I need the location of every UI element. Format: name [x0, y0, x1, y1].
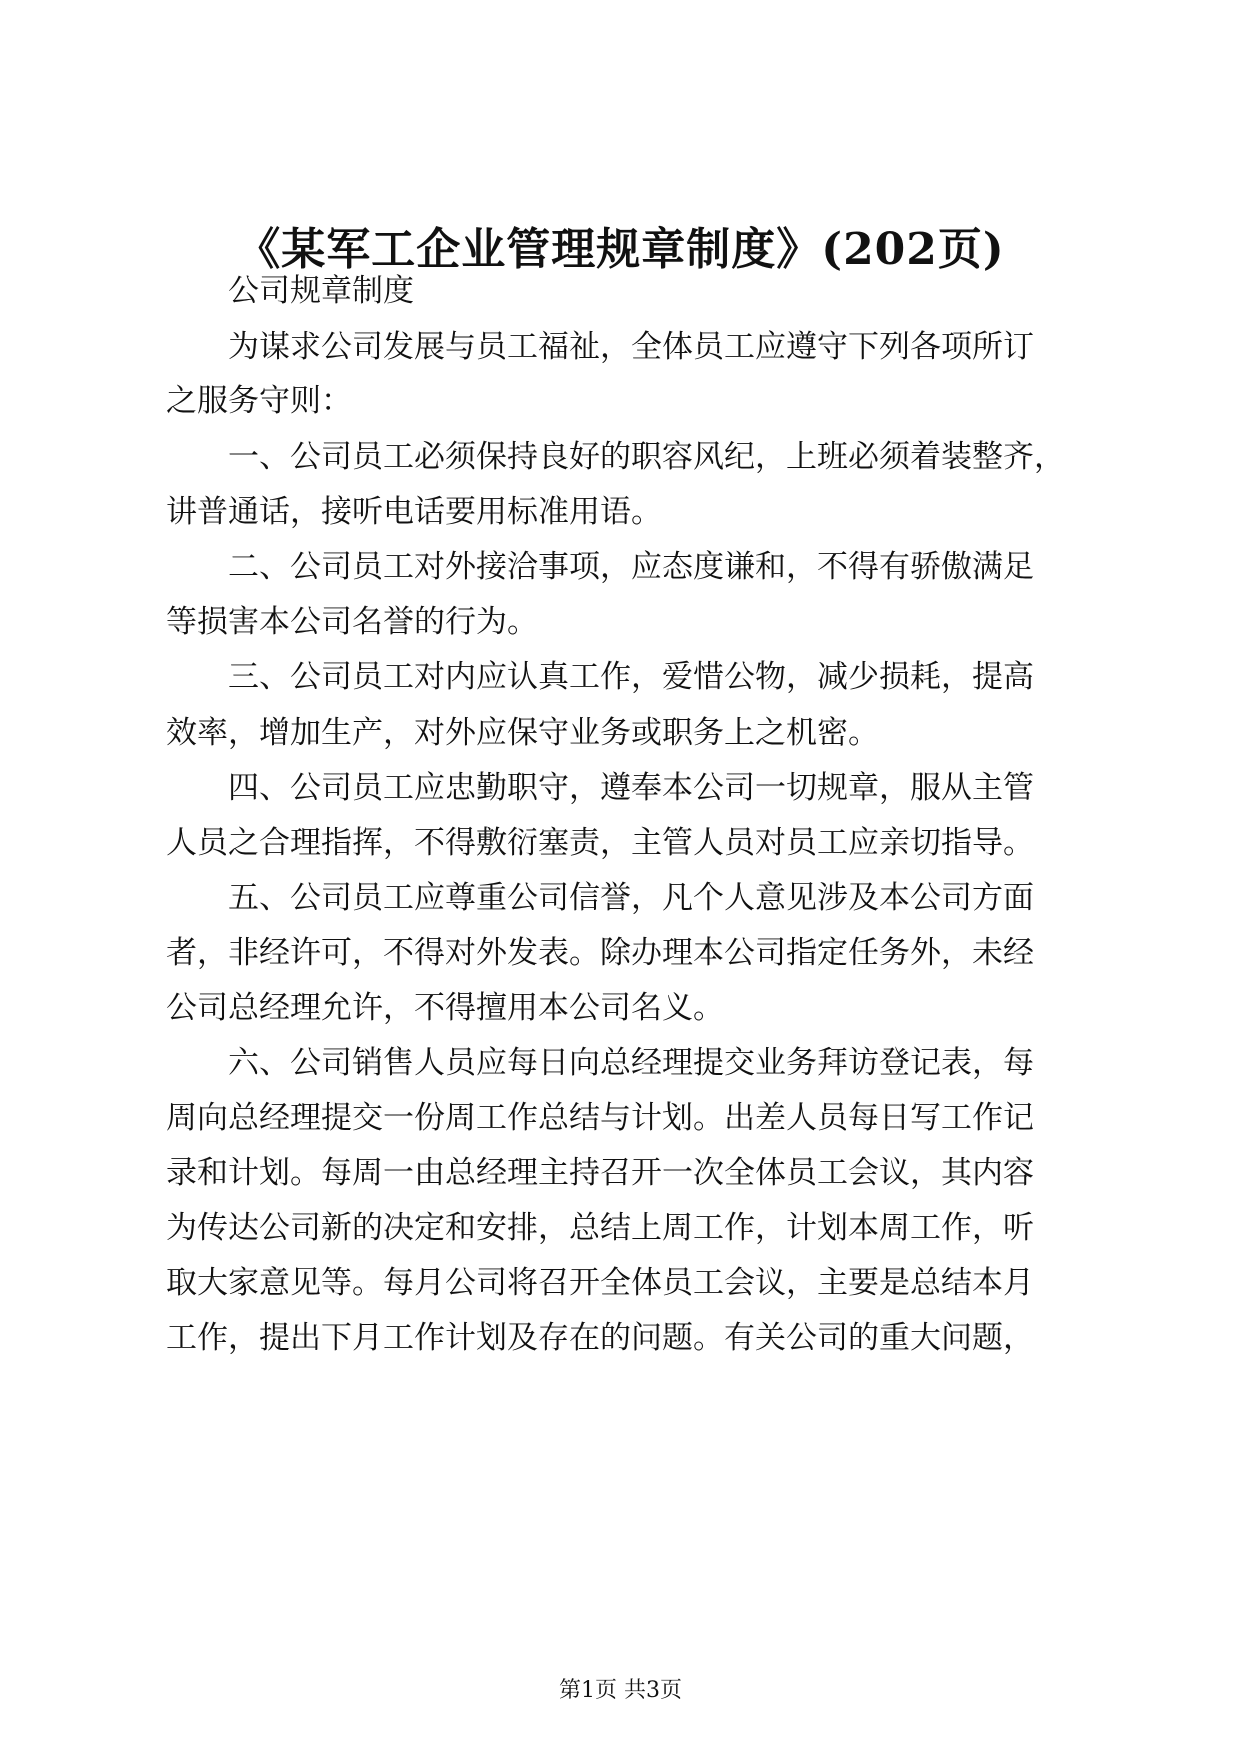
paragraph-line: 效率，增加生产，对外应保守业务或职务上之机密。 [166, 715, 879, 751]
paragraph-line: 为谋求公司发展与员工福祉，全体员工应遵守下列各项所订 [228, 329, 1034, 365]
paragraph-line: 讲普通话，接听电话要用标准用语。 [166, 494, 662, 530]
paragraph-line: 三、公司员工对内应认真工作，爱惜公物，减少损耗，提高 [228, 659, 1034, 695]
paragraph-line: 工作，提出下月工作计划及存在的问题。有关公司的重大问题， [166, 1320, 1034, 1356]
paragraph-line: 五、公司员工应尊重公司信誉，凡个人意见涉及本公司方面 [228, 880, 1034, 916]
paragraph-line: 录和计划。每周一由总经理主持召开一次全体员工会议，其内容 [166, 1155, 1034, 1191]
paragraph-line: 四、公司员工应忠勤职守，遵奉本公司一切规章，服从主管 [228, 770, 1034, 806]
paragraph-line: 一、公司员工必须保持良好的职容风纪，上班必须着装整齐， [228, 439, 1065, 475]
section-heading: 公司规章制度 [228, 273, 414, 309]
paragraph-line: 取大家意见等。每月公司将召开全体员工会议，主要是总结本月 [166, 1265, 1034, 1301]
paragraph-line: 二、公司员工对外接洽事项，应态度谦和，不得有骄傲满足 [228, 549, 1034, 585]
paragraph-line: 等损害本公司名誉的行为。 [166, 604, 538, 640]
paragraph-line: 者，非经许可，不得对外发表。除办理本公司指定任务外，未经 [166, 935, 1034, 971]
paragraph-line: 之服务守则： [166, 383, 352, 419]
paragraph-line: 公司总经理允许，不得擅用本公司名义。 [166, 990, 724, 1026]
paragraph-line: 六、公司销售人员应每日向总经理提交业务拜访登记表，每 [228, 1045, 1034, 1081]
page-footer: 第1页 共3页 [559, 1678, 682, 1703]
paragraph-line: 周向总经理提交一份周工作总结与计划。出差人员每日写工作记 [166, 1100, 1034, 1136]
document-title: 《某军工企业管理规章制度》(202页) [236, 224, 1005, 275]
paragraph-line: 人员之合理指挥，不得敷衍塞责，主管人员对员工应亲切指导。 [166, 825, 1034, 861]
paragraph-line: 为传达公司新的决定和安排，总结上周工作，计划本周工作，听 [166, 1210, 1034, 1246]
